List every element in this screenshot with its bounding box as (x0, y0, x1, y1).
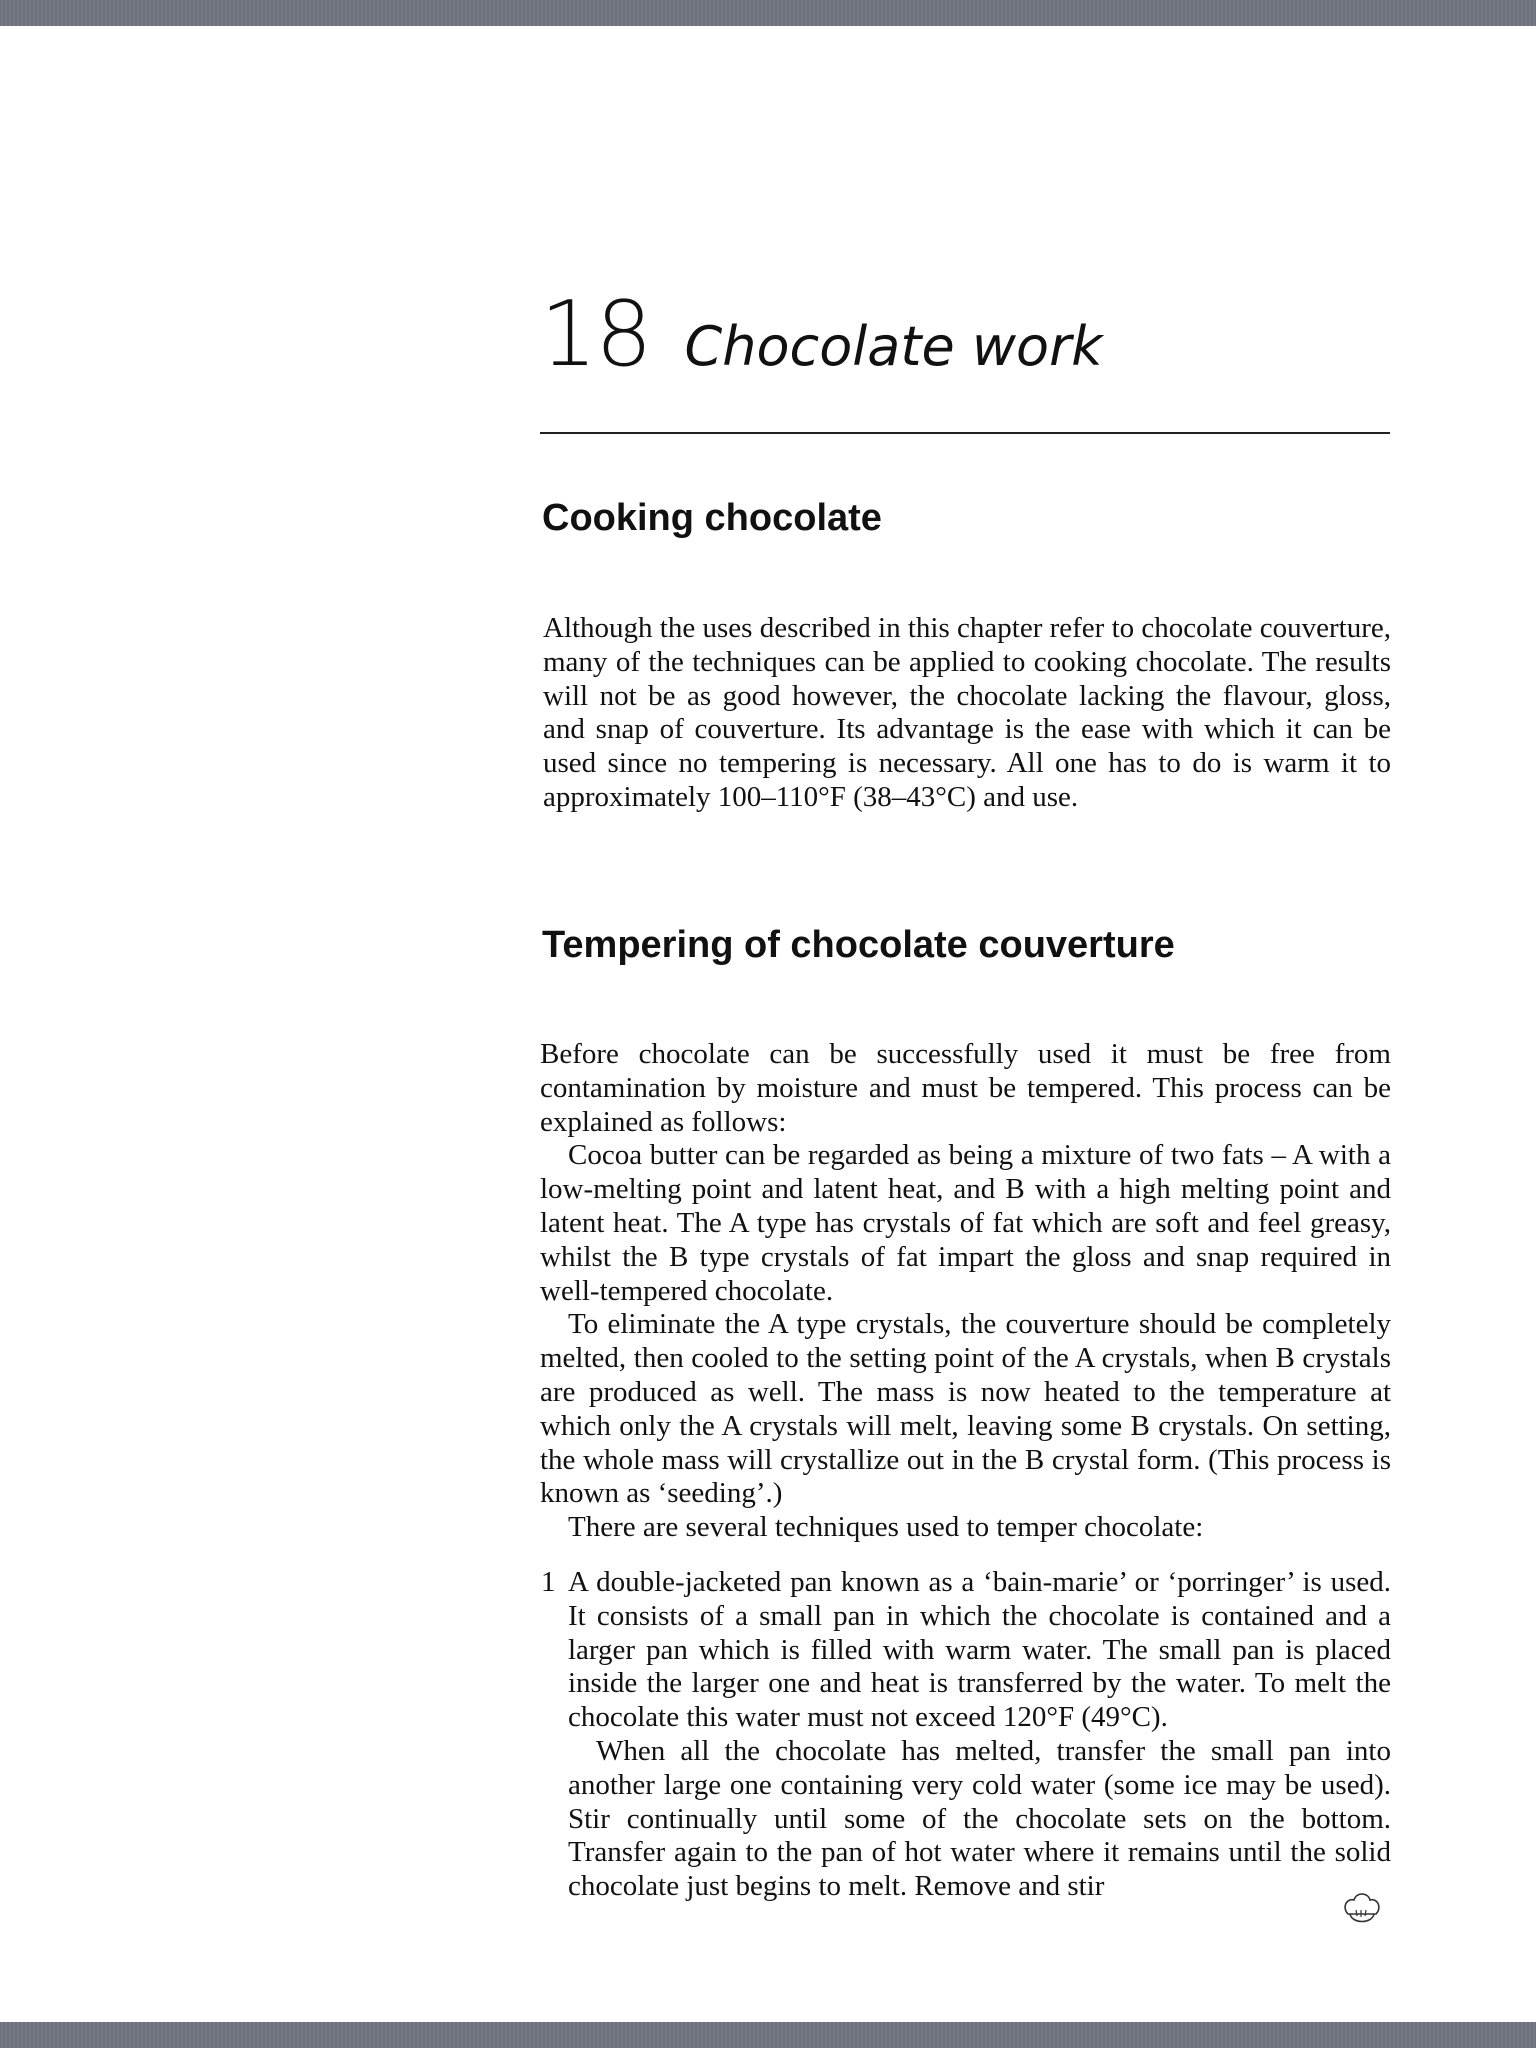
paragraph: Before chocolate can be successfully used it must be free from contamination by moisture and must be tempered. This process can be explained as follows: (540, 1038, 1391, 1138)
paragraph: There are several techniques used to temper chocolate: (568, 1511, 1204, 1544)
section-body-cooking-chocolate (543, 612, 1391, 815)
chef-hat-icon (1340, 1888, 1384, 1932)
top-frame-bar (0, 0, 1536, 26)
chapter-heading (540, 282, 1390, 387)
paragraph: Cocoa butter can be regarded as being a mixture of two fats – A with a low-melting point and latent heat, and B with a high melting point and latent heat. The A type has crystals of fat which are soft and feel greasy, whilst the B type crystals of fat impart the gloss and snap required in well-tempered chocolate. (540, 1139, 1391, 1307)
section-body-tempering (540, 1038, 1391, 1545)
chapter-rule (540, 432, 1390, 434)
chapter-number: 18 (540, 282, 651, 387)
paragraph: When all the chocolate has melted, transfer the small pan into another large one containing very cold water (some ice may be used). Stir continually until some of the chocolate sets on the bottom. Transfer again to the pan of hot water where it remains until the solid chocolate just begins to melt. Remove and stir (568, 1734, 1391, 1903)
paragraph: To eliminate the A type crystals, the couverture should be completely melted, then cooled to the setting point of the A crystals, when B crystals are produced as well. The mass is now heated to the temperature at which only the A crystals will melt, leaving some B crystals. On setting, the whole mass will crystallize out in the B crystal form. (This process is known as ‘seeding’.) (540, 1308, 1391, 1510)
bottom-frame-bar (0, 2022, 1536, 2048)
chapter-title: Chocolate work (684, 315, 1103, 378)
paragraph: Although the uses described in this chapter refer to chocolate couverture, many of the techniques can be applied to cooking chocolate. The results will not be as good however, the chocolate lacking the flavour, gloss, and snap of couverture. Its advantage is the ease with which it can be used since no tempering is necessary. All one has to do is warm it to approximately 100–110°F (38–43°C) and use. (543, 612, 1391, 813)
paragraph: A double-jacketed pan known as a ‘bain-marie’ or ‘porringer’ is used. It consists of a small pan in which the chocolate is contained and a larger pan which is filled with warm water. The small pan is placed inside the larger one and heat is transferred by the water. To melt the chocolate this water must not exceed 120°F (49°C). (568, 1566, 1391, 1734)
section-heading-cooking-chocolate: Cooking chocolate (542, 497, 882, 539)
numbered-item-1 (541, 1566, 1391, 1904)
list-item-text (568, 1566, 1391, 1904)
list-marker: 1 (541, 1566, 556, 1598)
section-heading-tempering: Tempering of chocolate couverture (542, 924, 1175, 966)
